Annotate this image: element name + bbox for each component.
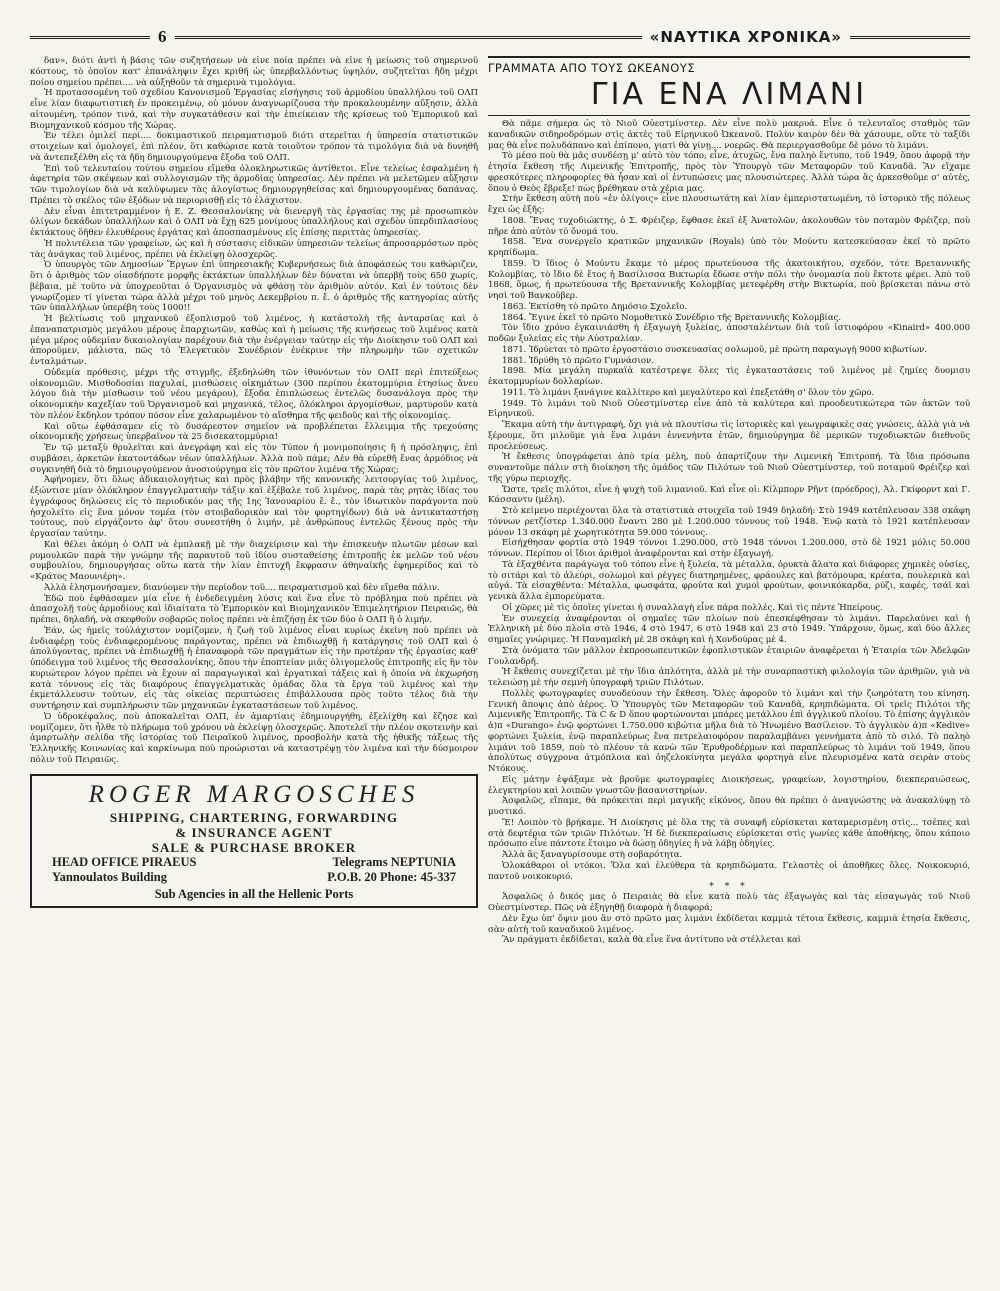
article-paragraph: Στὰ ὀνόματα τῶν μᾶλλον ἐκπροσωπευτικῶν ἐφοπλιστικῶν ἑταιριῶν ἀναφέρεται ἡ Ἑταιρία τῶν Ἀδελφῶν Γουλανδρῆ. (488, 645, 970, 667)
ad-building: Yannoulatos Building (52, 869, 167, 884)
article-paragraph: Τὰ ἐξαχθέντα παράγωγα τοῦ τόπου εἶνε ἡ ξυλεία, τὰ μέταλλα, ὀρυκτὰ ἄλατα καὶ διάφορες χημικὲς οὐσίες, τὸ σιτάρι καὶ τὸ ἀλεύρι, σολωμοὶ καὶ ρέγγες διατηρημένες, φράουλες καὶ βατόμουρα, κρέατα, πουλερικὰ καὶ αὐγά. Τὰ εἰσαχθέντα: Μέταλλα, φωσφάτα, φρούτα καὶ χυμοὶ φρούτων, φοινικόκαρδα, ρύζι, καφές, τσάϊ καὶ γενικὰ ἄλλα ἐμπορεύματα. (488, 559, 970, 602)
ad-broker-line: SALE & PURCHASE BROKER (151, 839, 357, 855)
article-paragraph: Ἂν πράγματι ἐκδίδεται, καλὰ θὰ εἶνε ἕνα ἀντίτυπο νὰ στέλλεται καὶ (502, 935, 802, 946)
article-paragraph: Ἀσφαλῶς ὁ δικός μας ὁ Πειραιὰς θὰ εἶνε κατὰ πολὺ τὰς ἐξαγωγὰς καὶ τὰς εἰσαγωγὰς τοῦ Νιοῦ Οὐεστμίνστερ. Πῶς νὰ ἐξηγηθῇ διαφορὰ ἡ διαφορά; (488, 892, 970, 913)
article-paragraph: Καὶ θέλει ἀκόμη ὁ ΟΛΠ νὰ ἐμπλακῇ μὲ τὴν διαχείρισιν καὶ τὴν ἐπισκευὴν πλωτῶν μέσων καὶ ρυμουλκῶν παρὰ τὴν γνώμην τῆς παραυτοῦ τοῦ ἰδίου συσταθείσης ἐπιτροπῆς ἐκ μελῶν τοῦ νέου συμβουλίου, δημιουργήσας οὕτω κατὰ τὴν λίαν ἐπιτυχῆ ἔκφρασιν ἀθηναϊκῆς ἐφημερίδος καὶ τὸ «Κράτος Μαουνιέρη». (30, 539, 478, 582)
left-article (30, 56, 478, 766)
article-paragraph: Τὸ μέσο ποὺ θὰ μᾶς συνδέσῃ μ' αὐτὸ τὸν τόπο, εἶνε, ἀτυχῶς, ἕνα παληὸ ἔντυπο, τοῦ 1949, ὅπου ἀφορᾷ τὴν ἐτησία ἔκθεση τῆς Λιμενικῆς Ἐπιτροπῆς, πρὸς τὸν Ὑπουργὸ τῶν Μεταφορῶν τοῦ Καναδᾶ. Ἂν εἴχαμε φρεσκότερες πληροφορίες θὰ ἦσαν καὶ οἱ ἐντυπώσεις μας πλουσιώτερες. Ἀλλὰ τώρα ἂς ἀρκεσθοῦμε σ' αὐτές, ὅπου ὁ Θεὸς ἔβρεξε! πὼς βρέθηκαν στὰ χέρια μας. (488, 151, 970, 194)
article-paragraph: Οὐδεμία πρόθεσις, μέχρι τῆς στιγμῆς, ἐξεδηλώθη τῶν ἰθυνόντων τὸν ΟΛΠ περὶ ἐπιτεύξεως οἰκονομιῶν. Μισθοδοσίαι παχυλαί, μισθώσεις οἰκημάτων (300 περίπου ἑκατομμύρια ἐτησίως ἄνευ λόγου διὰ τὴν μίσθωσιν τοῦ νέου μεγάρου), ἔξοδα ἐπιπλώσεως ἐντελῶς δυσανάλογα πρὸς τὴν οἰκονομικὴν καχεξίαν τοῦ Ὀργανισμοῦ καὶ μηχανικά, τέλος, ὁλόκληροι ἀργομίσθων, μαρτυροῦν κατὰ τὸν πλέον ἔκδηλον τρόπον πόσον εἶνε χαλαρωμένον τὸ αἴσθημα τῆς φειδοῦς καὶ τῆς οἰκονομίας. (30, 367, 478, 421)
section-kicker: ΓΡΑΜΜΑΤΑ ΑΠΟ ΤΟΥΣ ΩΚΕΑΝΟΥΣ (488, 56, 970, 75)
article-paragraph: Ἐν τέλει ὁμιλεῖ περί.... δοκιμαστικοῦ πειραματισμοῦ διότι στερεῖται ἡ ὑπηρεσία στατιστικῶν στοιχείων καὶ ὁμολογεῖ, ἐπὶ πλέον, ὅτι καθώρισε κατὰ τοιοῦτον τρόπον τὰ τιμολόγια διὰ νὰ δυνηθῆ νὰ ἀντεπεξέλθη εἰς τὰ ἤδη δημιουργούμενα ἔξοδα τοῦ ΟΛΠ. (30, 131, 478, 163)
article-paragraph: 1898. Μία μεγάλη πυρκαϊὰ κατέστρεψε ὅλες τὶς ἐγκαταστάσεις τοῦ λιμένος μὲ ζημίες δυομισυ ἑκατομμυρίων δολλαρίων. (488, 366, 970, 387)
left-column (30, 56, 478, 1271)
ad-sub-agencies: Sub Agencies in all the Hellenic Ports (154, 886, 354, 901)
article-paragraph: Ἀσφαλῶς, εἴπαμε, θὰ πρόκειται περὶ μαγικῆς εἰκόνος, ὅπου θὰ πρέπει ὁ ἀναγνώστης νὰ ἀνακαλύψῃ τὸ μυστικό. (488, 796, 970, 817)
article-paragraph: Ὁλοκάθαροι οἱ ντόκοι. Ὅλα καὶ ἐλεύθερα τὰ κρηπιδώματα. Γελαστὲς οἱ ἀποθῆκες ὅλες. Νοικοκυριό, παντοῦ νοικοκυριό. (488, 860, 970, 882)
article-paragraph: Πολλὲς φωτογραφίες συνοδεύουν τὴν ἔκθεση. Ὅλες ἀφοροῦν τὸ λιμάνι καὶ τὴν ζωηρότατη του κίνηση. Γενικὴ ἄποψις ἀπὸ ἀέρος. Ὁ Ὑπουργὸς τῶν Μεταφορῶν τοῦ Καναδᾶ, κρηπιδώματα. Οἱ τρεῖς Πιλότοι τῆς Λιμενικῆς Ἐπιτροπῆς. Τὰ C & D ὅπου φορτώνονται μπάρες μετάλλου ἐπὶ ἀγγλικοῦ πλοίου. Τὸ ἐπίσης ἀγγλικὸν ἀ)π «Durango» ἐνῷ φορτώνει 1.750.000 κιβώτια μῆλα διὰ τὸ Ἡνωμένο Βασίλειον. Τὸ ἀγγλικὸν ἀ)π «Kedive» φορτώνει ξυλεία, ἐνῷ παραπλεύρως ἕνα πετρελαιοφόρον παραλαμβάνει γεννήματα ἀπὸ τὸ σιλό. Τὸ παληὸ λιμάνι τοῦ 1859, ποὺ τὸ πλέουν τὰ κανὼ τῶν Ἐρυθροδέρμων καὶ παραπλεύρως τὸ λιμάνι τοῦ 1949, ὅπου ἀπολύτως σύγχρονα ἀτμόπλοια καὶ ὀηζελοκίνητα μεγάλα φορτηγὰ εἶνε πλευρισμένα κατὰ σειρὰν στοὺς Ντόκους. (488, 688, 970, 774)
article-paragraph: 1859. Ὁ ἴδιος ὁ Μούντυ ἔκαμε τὸ μέρος πρωτεύουσα τῆς ἀκατοικήτου, σχεδόν, τότε Βρεταννικῆς Κολομβίας, τὸ ἴδιο δὲ ἔτος ἡ Βασίλισσα Βικτωρία ἔδωσε στὴν πόλι τὴν ὀνομασία ποὺ ἔκτοτε φέρει. Ἀπὸ τοῦ 1868, ὅμως, ἡ πρωτεύουσα τῆς Βρεταννικῆς Κολομβίας μετεφέρθη στὴν Βικτωρία, ποὺ βρίσκεται πάνω στὸ νησὶ τοῦ Βανκοῦβερ. (488, 258, 970, 301)
ad-office-row (38, 855, 470, 870)
article-paragraph: Στὴν ἔκθεση αὐτὴ ποὺ «ἐν ὀλίγοις» εἶνε πλουσιωτάτη καὶ λίαν ἐμπεριστατωμένη, τὸ ἱστορικὸ τῆς πόλεως ἔχει ὡς ἑξῆς: (488, 194, 970, 215)
article-paragraph: Ἡ προτασσομένη τοῦ σχεδίου Κανονισμοῦ Ἐργασίας εἰσήγησις τοῦ ἁρμοδίου ὑπαλλήλου τοῦ ΟΛΠ εἶνε λίαν διαφωτιστικὴ ἐν προκειμένῳ, οὐ μόνον ἀναγνωρίζουσα τὴν προκαλουμένην αὔξησιν, ἀλλὰ αἰτουμένη, τρόπον τινά, καὶ τὴν συγκατάθεσιν καὶ τὴν ἐπιείκειαν τῆς κρίσεως τοῦ Ἐμπορικοῦ καὶ Βιομηχανικοῦ κόσμου τῆς Χώρας. (30, 88, 478, 131)
header-rule-middle (175, 36, 642, 39)
article-paragraph: 1863. Ἐκτίσθη τὸ πρῶτο Δημόσιο Σχολεῖο. (502, 301, 688, 312)
ad-head-office: HEAD OFFICE PIRAEUS (52, 854, 197, 869)
article-paragraph: Ἡ πολυτέλεια τῶν γραφείων, ὡς καὶ ἡ σύστασις εἰδικῶν ὑπηρεσιῶν τελείως ἀπροσαρμόστων πρὸς τὰς ἀνάγκας τοῦ λιμένος, πρέπει νὰ ἐκλείψῃ ὁλοσχερῶς. (30, 238, 478, 260)
page-number: 6 (158, 27, 167, 46)
article-paragraph: Δὲν ἔχω ὑπ' ὄψιν μου ἂν στὸ πρῶτο μας λιμάνι ἐκδίδεται καμμιὰ τέτοια ἔκθεσις, καμμιὰ ἐτησία ἔκθεσις, σὰν αὐτὴ τοῦ καναδικοῦ λιμένος. (488, 913, 970, 935)
article-paragraph: Ἀφήνομεν, ὅτι ὅλως ἀδικαιολογήτως καὶ πρὸς βλάβην τῆς κανονικῆς λειτουργίας τοῦ λιμένος, ἐξώντισε μίαν ὁλόκληρον ἐπαγγελματικὴν τάξιν καὶ ἐξέβαλε τοῦ λιμένος, παρὰ τὰς ρητὰς ἰδίας του ἐγγράφους δηλώσεις εἰς τὸ περιοδικόν μας τῆς 1ης Ἰανουαρίου ἔ. ἔ., τὸν ἰδιωτικὸν παράγοντα ποὺ ἠσχολεῖτο εἰς ἕνα μόνον τομέα (τὸν στοιβαδορικὸν καὶ τὸν φορτηγίδων) διὰ νὰ ἀντικαταστήσῃ τούτους, ποὺ εἰργάζοντο ἀφ' ὅτου συνεστήθη ὁ λιμήν, μὲ ἀνθρώπους ἐντελῶς ξένους πρὸς τὴν ἐργασίαν ταύτην. (30, 475, 478, 539)
ad-telegrams: Telegrams NEPTUNIA (332, 854, 456, 869)
ad-company-name: ROGER MARGOSCHES (88, 780, 420, 808)
article-paragraph: 1858. Ἕνα συνεργεῖο κρατικῶν μηχανικῶν (Royals) ὑπὸ τὸν Μούντυ κατεσκεύασαν ἐκεῖ τὸ πρῶτο κρηπίδωμα. (488, 237, 970, 258)
article-paragraph: 1949. Τὸ λιμάνι τοῦ Νιοῦ Οὐεστμίνστερ εἶνε ἀπὸ τὰ καλύτερα καὶ προοδευτικώτερα τῶν ἀκτῶν τοῦ Εἰρηνικοῦ. (488, 398, 970, 420)
article-paragraph: δαν», διότι ἀντὶ ἡ βάσις τῶν συζητήσεων νὰ εἶνε ποία πρέπει νὰ εἶνε ἡ μείωσις τοῦ σημερινοῦ κόστους, τὸ ὁποῖον κατ' ἐπανάληψιν ἔχει κριθῆ ὡς ὑπερβαλλόντως ὑψηλόν, συζητεῖται ἤδη μέχρι ποίου σημείου πρέπει.... νὰ αὐξηθοῦν τὰ σημερινὰ τιμολόγια. (30, 56, 478, 88)
article-paragraph: 1881. Ἱδρύθη τὸ πρῶτο Γυμνάσιον. (502, 355, 654, 366)
right-article (488, 119, 970, 946)
article-paragraph: Ἐν συνεχείᾳ ἀναφέρονται οἱ σημαῖες τῶν πλοίων ποὺ ἐπεσκέφθησαν τὸ λιμάνι. Παρελαύνει καὶ ἡ Ἑλληνικὴ μὲ δύο πλοῖα στὸ 1946, 4 στὸ 1947, 6 στὸ 1948 καὶ 23 στὸ 1949. Ὑπάρχουν, ὅμως, καὶ δύο ἄλλες σημαῖες γνώριμες. Ἡ Παναμαϊκὴ μὲ 28 σκάφη καὶ ἡ Χονδούρας μὲ 4. (488, 613, 970, 645)
article-paragraph: Ἐάν, ὡς ἡμεῖς τοὐλάχιστον νομίζομεν, ἡ ζωὴ τοῦ λιμένος εἶναι κυρίως ἐκεῖνη ποὺ πρέπει νὰ ἐνδιαφέρῃ τοὺς ἐνδιαφερομένους παράγοντας, πρέπει νὰ ἐπιδιωχθῇ ἡ κατάργησις τοῦ ΟΛΠ καὶ ὁ ἀπολύγοντας, πρέπει νὰ ἐπιδιωχθῇ ἡ ἐπαναφορὰ τῶν πραγμάτων εἰς τὴν προτέραν τῆς ἐργασίας καθ' ὑπόδειγμα τοῦ λιμένος τῆς Θεσσαλονίκης, ὅπου τὴν ἐποπτείαν μιᾶς ὀλιγομελοῦς ἐπιτροπῆς εἰς ἣν τὸν κυριώτερον λόγον πρέπει νὰ ἔχουν αἱ παραγωγικαὶ καὶ ἐργατικαὶ τάξεις καὶ ἡ ὁποία νὰ ἐκχωρήσῃ κατὰ τόννους εἰς τὰς διαφόρους ἐπαγγελματικὰς ὁμάδας ὅλα τὰ ἔργα τοῦ λιμένος καὶ τὴν ἐκμετάλλευσιν τούτων, εἰς τὰς οἰκείας περιπτώσεις ἐπιβάλλουσα πρὸς τοῦτο τέλος διὰ τὴν συντήρησιν καὶ συμπλήρωσιν τῶν μηχανικῶν ἐγκαταστάσεων τοῦ λιμένος. (30, 625, 478, 711)
article-paragraph: Στὸ κείμενο περιέχονται ὅλα τὰ στατιστικὰ στοιχεῖα τοῦ 1949 δηλαδή: Στὸ 1949 κατέπλευσαν 338 σκάφη τόννων ρετζίστερ 1.340.000 ἔναντι 280 μὲ 1.200.000 τόννους τοῦ 1948. Ἐνῷ κατὰ τὸ 1921 κατέπλευσαν μόνον 13 σκάφη μὲ χωρητικότητα 59.000 τόννους. (488, 506, 970, 538)
article-paragraph: Θὰ πᾶμε σήμερα ὡς τὸ Νιοῦ Οὐεστμίνστερ. Δὲν εἶνε πολὺ μακρυά. Εἶνε ὁ τελευταῖος σταθμὸς τῶν καναδικῶν σιδηροδρόμων στὶς ἀκτὲς τοῦ Εἰρηνικοῦ Ὠκεανοῦ. Πολὺν καιρὸν δὲν θὰ χάσουμε, οὔτε τὸ ταξίδι μας θὰ εἶνε πολυδάπανο καὶ ἐπίπονο, γιατὶ θὰ γίνῃ.... νοερῶς. Θὰ περιεργασθοῦμε δὲ μόνο τὸ λιμάνι. (488, 119, 970, 151)
section-separator: * * * (709, 882, 749, 893)
article-paragraph: Ὁ ὑδροκέφαλος, ποὺ ἀποκαλεῖται ΟΛΠ, ἐν ἁμαρτίαις ἐδημιουργήθη, ἐξελίχθη καὶ ἔζησε καὶ νομίζομεν, ὅτι ἦλθε τὸ πλήρωμα τοῦ χρόνου νὰ ἐκλείψῃ ὁλοσχερῶς. Ἀποτελεῖ τὴν πλέον σκοτεινὴν καὶ ἀμαρτωλὴν σελίδα τῆς ἱστορίας τοῦ Πειραϊκοῦ λιμένος, προσβολὴν κατὰ τῆς ἠθικῆς τάξεως τῆς Ἑλληνικῆς Κοινωνίας καὶ καρκίνωμα ποὺ προώρισται νὰ καταστρέψῃ τὸν λιμένα καὶ τὴν δύσμοιρον πόλιν τοῦ Πειραιῶς. (30, 711, 478, 765)
page-header (30, 26, 970, 48)
ad-insurance-line: & INSURANCE AGENT (175, 824, 333, 840)
article-paragraph: 1808. Ἕνας τυχοδιώκτης, ὁ Σ. Φρέιζερ, ἔφθασε ἐκεῖ ἐξ Ἀνατολῶν, ἀκολουθῶν τὸν ποταμὸν Φρέιζερ, ποὺ πῆρε ἀπὸ αὐτὸν τὸ ὄνομά του. (488, 215, 970, 237)
publication-title: «ΝΑΥΤΙΚΑ ΧΡΟΝΙΚΑ» (649, 28, 842, 46)
article-paragraph: Ἀλλὰ ἃς ξαναγυρίσουμε στὴ σοβαρότητα. (502, 850, 683, 860)
article-paragraph: Ἐδῶ ποὺ ἐφθάσαμεν μία εἶνε ἡ ἐνδεδειγμένη λύσις καὶ ἕνα εἶνε τὸ πρόβλημα ποὺ πρέπει νὰ ἀπασχολῇ τοὺς ἁρμοδίους καὶ ἰδιαίτατα τὸ Ἐμπορικὸν καὶ Βιομηχανικὸν Ἐπιμελητήριον Πειραιῶς, θὰ πρέπει, δηλαδή, νὰ σκεφθοῦν σοβαρῶς ποῖος πρέπει νὰ ἐπιζήσῃ ἐκ τῶν δύο ὁ ΟΛΠ ἢ ὁ λιμήν. (30, 593, 478, 625)
article-paragraph: Ὥστε, τρεῖς πιλότοι, εἶνε ἡ ψυχὴ τοῦ λιμανιοῦ. Καὶ εἶνε οἱ: Κίλμπορν Ρῆντ (πρόεδρος), Ἀλ. Γκίφορντ καὶ Γ. Κάσσαντυ (μέλη). (488, 484, 970, 506)
right-column (488, 56, 970, 1271)
article-paragraph: 1911. Τὸ λιμάνι ξανάγινε καλλίτερο καὶ μεγαλύτερο καὶ ἐπεξετάθη σ' ὅλον τὸν χῶρο. (502, 387, 875, 398)
article-paragraph: Ὁ ὑπουργὸς τῶν Δημοσίων Ἔργων ἐπὶ ὑπηρεσιακῆς Κυβερνήσεως διὰ ἀποφάσεώς του καθώριζεν, ὅτι ὁ ἀριθμὸς τῶν οἱασδήποτε μορφῆς ἐκτάκτων ὑπαλλήλων δὲν δύναται νὰ ὑπερβῇ τοὺς 650 χωρίς, βέβαια, μὲ τοῦτο νὰ ὑποχρεοῦται ὁ Ὀργανισμὸς νὰ φθάσῃ τὸν ἀριθμὸν αὐτόν. Καὶ ἐν τούτοις δὲν γνωρίζομεν τί γίνεται τώρα ἀλλὰ μέχρι τοῦ μηνὸς Δεκεμβρίου π. ἔ. ὁ ἀριθμὸς τῆς κατηγορίας αὐτῆς τῶν ὑπαλλήλων ὑπερέβη τοὺς 1000!! (30, 260, 478, 314)
article-headline: ΓΙΑ ΕΝΑ ΛΙΜΑΝΙ (488, 77, 970, 116)
header-rule-right (850, 36, 970, 39)
article-paragraph: Εἰς μάτην ἐψάξαμε νὰ βροῦμε φωτογραφίες Διοικήσεως, γραφείων, λογιστηρίου, διεκπεραιώσεως, ἐλεγκτηρίου καὶ λοιπῶν γνωστῶν βασανιστηρίων. (488, 774, 970, 796)
ad-pob-phone: P.O.B. 20 Phone: 45-337 (327, 869, 456, 884)
article-paragraph: Ἀλλὰ ἐλησμονήσαμεν, διανύομεν τὴν περίοδον τοῦ.... πειραματισμοῦ καὶ δὲν εἴμεθα πάλιν. (44, 582, 440, 593)
article-paragraph: 1864. Ἔγινε ἐκεῖ τὸ πρῶτο Νομοθετικὸ Συνέδριο τῆς Βρεταννικῆς Κολομβίας. (502, 312, 842, 323)
ad-address-row (38, 870, 470, 885)
article-paragraph: Ἔ! Λοιπὸν τὸ βρήκαμε. Ἡ Διοίκησις μὲ ὅλα της τὰ συναφῆ εὑρίσκεται καταμερισμένη στὶς... τσέπες καὶ στὰ δεφτέρια τῶν τριῶν Πιλότων. Ἡ δὲ διεκπεραίωσις εὑρίσκεται στὶς γωνίες κάθε ἀποθήκης, ὅπου κάποιο πρόσωπο εἶνε πάντοτε ἕτοιμο νὰ δώσῃ ὁδηγίες ἢ νὰ λάβῃ ὁδηγίες. (488, 817, 970, 850)
article-paragraph: Ἐπὶ τοῦ τελευταίου τούτου σημείου εἴμεθα ὁλοκληρωτικῶς ἀντίθετοι. Εἶνε τελείως ἐσφαλμένη ἡ ἀφετηρία τῶν σκέψεων καὶ συλλογισμῶν τῆς ἁρμοδίας ὑπηρεσίας. Δὲν πρέπει νὰ μελετῶμεν αὔξησιν τῶν τιμολογίων διὰ νὰ καλύψωμεν τὰς ἀλογίστως δημιουργηθείσας καὶ δημιουργουμένας δαπάνας. Πρέπει τὸ σκέλος τῶν ἐξόδων νὰ περιορισθῇ εἰς τὸ ἐλάχιστον. (30, 163, 478, 206)
article-paragraph: Καὶ οὕτω ἐφθάσαμεν εἰς τὸ δυσάρεστον σημεῖον νὰ προβλέπεται ἔλλειμμα τῆς τρεχούσης οἰκονομικῆς χρήσεως ὑπερβαῖνον τὰ 25 δισεκατομμύρια! (30, 421, 478, 443)
article-paragraph: Ἡ ἔκθεσις ὑπογράφεται ἀπὸ τρία μέλη, ποὺ ἀπαρτίζουν τὴν Λιμενικὴ Ἐπιτροπή. Τὰ ἴδια πρόσωπα συναντοῦμε πάλιν στὴ διοίκηση τῆς ὁμάδος τῶν Πιλότων τοῦ Νιοῦ Οὐεστμίνστερ, τοῦ ποταμοῦ Φρέιζερ καὶ τῆς γύρω περιοχῆς. (488, 452, 970, 484)
article-paragraph: Ἡ βελτίωσις τοῦ μηχανικοῦ ἐξοπλισμοῦ τοῦ λιμένος, ἡ κατάστολὴ τῆς ἀνταρσίας καὶ ὁ ἐπαναπατρισμὸς μεγάλου μέρους ἐπαρχιωτῶν, καθὼς καὶ ἡ μείωσις τῆς κινήσεως τοῦ λιμένος κατὰ μέγα μέρος οὐδεμίαν δικαιολογίαν παρέχουν διὰ τὴν ἐνέργειαν ταύτην εἰς τὴν Διοίκησιν τοῦ ΟΛΠ καὶ ἀποροῦμεν, μάλιστα, πῶς τὸ Ἐλεγκτικὸν Συνέδριον ἐνέκρινε τὴν πληρωμὴν τῶν σχετικῶν ἐνταλμάτων. (30, 314, 478, 367)
ad-services-line: SHIPPING, CHARTERING, FORWARDING (109, 809, 399, 825)
article-paragraph: Ἐν τῷ μεταξὺ θρυλεῖται καὶ ἀνεγράφη καὶ εἰς τὸν Τύπον ἡ μονιμοποίησις ἢ ἡ πρόσληψις, ἐπὶ συμβάσει, ἀρκετῶν ἑκατοντάδων νέων ὑπαλλήλων. Ἀλλὰ ποῦ πάμε; Δὲν θὰ εὑρεθῆ ἕνας ἁρμόδιος νὰ συγκινηθῆ διὰ τὸ δημιουργούμενον ἀνοσιούργημα εἰς τὸν πρῶτον λιμένα τῆς Χώρας; (30, 443, 478, 475)
article-paragraph: Τὸν ἴδιο χρόνο ἐγκαινιάσθη ἡ ἐξαγωγὴ ξυλείας, ἀποσταλέντων διὰ τοῦ ἱστιοφόρου «Kinaird» 400.000 ποδῶν ξυλείας εἰς τὴν Αὐστραλίαν. (488, 323, 970, 344)
article-paragraph: Ἡ ἔκθεσις συνεχίζεται μὲ τὴν ἴδια ἁπλότητα, ἀλλὰ μὲ τὴν συναρπαστικὴ φιλολογία τῶν ἀριθμῶν, γιὰ νὰ τελειώσῃ μὲ τὴν σεμνὴ ὑπογραφὴ τριῶν Πιλότων. (488, 667, 970, 688)
article-paragraph: Δὲν εἶναι ἐπιτετραμμένον ἡ Ε. Ζ. Θεσσαλονίκης νὰ διενεργῆ τὰς ἐργασίας της μὲ προσωπικὸν ὀλίγων δεκάδων ὑπαλλήλων καὶ ὁ ΟΛΠ νὰ ἔχῃ 625 μονίμους ὑπαλλήλους καὶ σχεδὸν ὑπερδιπλασίους ἐκτάκτους ὅῆθεν ἐλευθέρους ἐργάτας καὶ ἀποσπασμένους εἰς ἐπίσης περιττὰς ὑπηρεσίας. (30, 206, 478, 238)
article-paragraph: Οἱ χῶρες μὲ τὶς ὁποῖες γίνεται ἡ συναλλαγὴ εἶνε πάρα πολλές. Καὶ τὶς πέντε Ἠπείρους. (502, 602, 883, 613)
advertisement-box (30, 774, 478, 908)
article-paragraph: Ἔκαμα αὐτὴ τὴν ἀντιγραφή, ὄχι γιὰ νὰ πλουτίσω τὶς ἱστορικὲς καὶ γεωγραφικὲς σας γνώσεις, ἀλλὰ γιὰ νὰ ξέρουμε, ὅτι μιλοῦμε γιὰ ἕνα λιμάνι ἐννενήντα ἐτῶν, δημιούργημα δὲ μερικῶν τυχοδιωκτῶν διεθνοῦς προελεύσεως. (488, 420, 970, 452)
header-rule-left (30, 36, 150, 39)
article-paragraph: Εἰσήχθησαν φορτία στὸ 1949 τόννοι 1.290.000, στὸ 1948 τόννοι 1.200.000, στὸ δὲ 1921 μόλις 50.000 τόννων. Περίπου οἱ ἴδιοι ἀριθμοὶ ἀναφέρονται καὶ στὴν ἐξαγωγή. (488, 538, 970, 559)
article-paragraph: 1871. Ἱδρύεται τὸ πρῶτο ἐργοστάσιο συσκευασίας σολωμοῦ, μὲ πρώτη παραγωγὴ 9000 κιβωτίων. (502, 344, 927, 355)
